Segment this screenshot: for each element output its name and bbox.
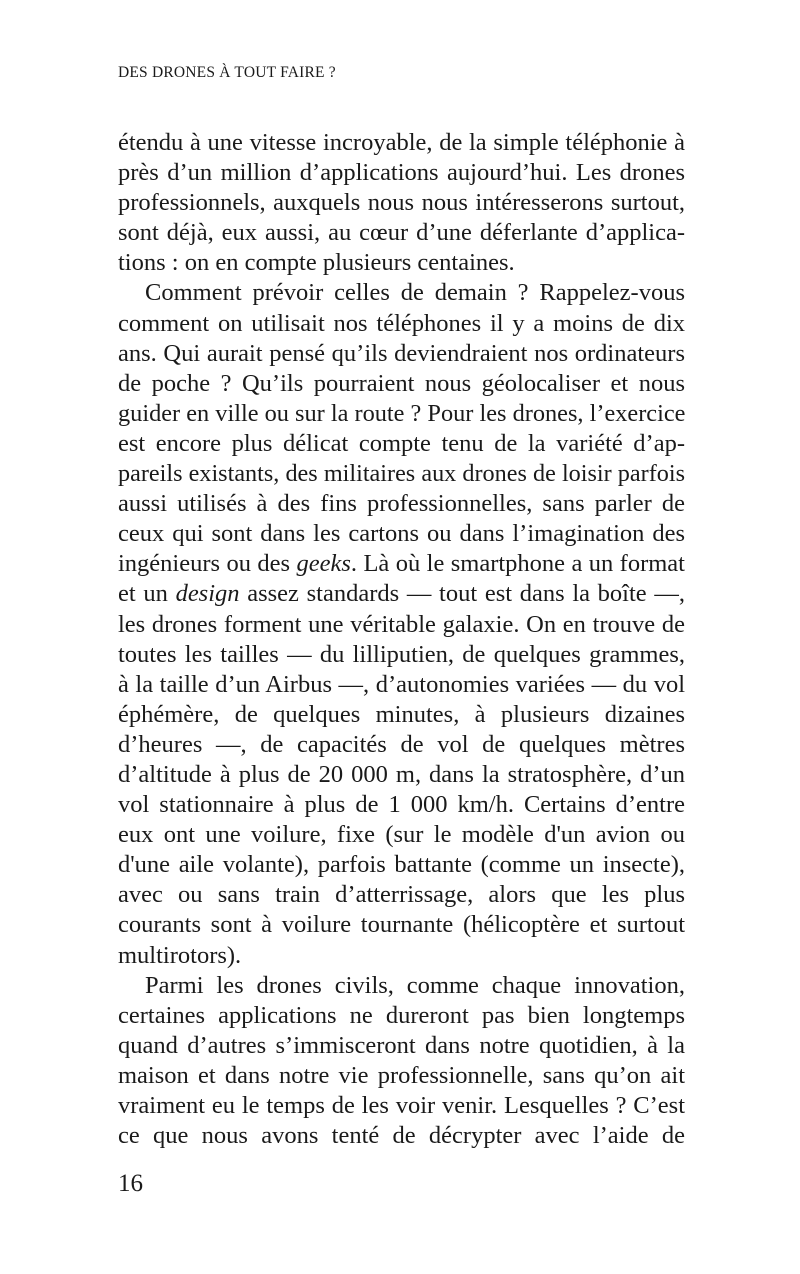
text-line bbox=[118, 489, 685, 519]
text-segment: professionnels, auxquels nous nous intéresserons surtout, bbox=[118, 189, 685, 217]
text-line bbox=[118, 790, 685, 820]
text-segment: toutes les tailles — du lilliputien, de quelques grammes, bbox=[118, 640, 685, 668]
text-line bbox=[118, 459, 685, 489]
text-segment: près d’un million d’applications aujourd’hui. Les drones bbox=[118, 159, 685, 187]
text-segment: vraiment eu le temps de les voir venir. Lesquelles ? C’est bbox=[118, 1092, 685, 1119]
text-line bbox=[118, 519, 685, 549]
text-segment: . Là où le smartphone a un format bbox=[350, 550, 685, 578]
text-line bbox=[118, 1121, 685, 1151]
paragraph bbox=[118, 971, 685, 1152]
text-line bbox=[118, 1091, 685, 1121]
text-line bbox=[118, 610, 685, 640]
page-number: 16 bbox=[118, 1170, 143, 1197]
text-segment: d’altitude à plus de 20 000 m, dans la stratosphère, d’un bbox=[118, 760, 685, 788]
text-line bbox=[118, 941, 685, 971]
text-segment: aussi utilisés à des fins professionnelles, sans parler de bbox=[118, 490, 685, 518]
paragraph bbox=[118, 128, 685, 278]
text-segment: courants sont à voilure tournante (hélicoptère et surtout bbox=[118, 911, 685, 939]
text-segment: assez standards — tout est dans la boîte —, bbox=[239, 580, 685, 608]
text-line bbox=[118, 158, 685, 188]
text-segment: eux ont une voilure, fixe (sur le modèle d'un avion ou bbox=[118, 821, 685, 849]
text-segment: multirotors). bbox=[118, 941, 242, 969]
text-segment: maison et dans notre vie professionnelle, sans qu’on ait bbox=[118, 1061, 685, 1089]
text-line bbox=[118, 1001, 685, 1031]
text-line bbox=[118, 880, 685, 910]
text-line bbox=[118, 820, 685, 850]
text-line bbox=[118, 369, 685, 399]
text-segment: ce que nous avons tenté de décrypter avec l’aide de bbox=[118, 1122, 685, 1150]
text-line bbox=[118, 309, 685, 339]
italic-term: design bbox=[175, 580, 240, 608]
text-line bbox=[118, 850, 685, 880]
text-segment: certaines applications ne dureront pas bien longtemps bbox=[118, 1001, 685, 1029]
body-text bbox=[118, 128, 685, 1151]
text-segment: Parmi les drones civils, comme chaque innovation, bbox=[145, 971, 685, 999]
text-line bbox=[118, 188, 685, 218]
text-line bbox=[118, 399, 685, 429]
text-segment: à la taille d’un Airbus —, d’autonomies variées — du vol bbox=[118, 670, 685, 698]
text-segment: guider en ville ou sur la route ? Pour les drones, l’exercice bbox=[118, 399, 686, 427]
text-segment: sont déjà, eux aussi, au cœur d’une déferlante d’applica- bbox=[118, 219, 685, 247]
text-segment: ceux qui sont dans les cartons ou dans l’imagination des bbox=[118, 520, 685, 548]
text-segment: d'une aile volante), parfois battante (comme un insecte), bbox=[118, 851, 685, 879]
text-line bbox=[118, 670, 685, 700]
text-segment: avec ou sans train d’atterrissage, alors que les plus bbox=[118, 881, 685, 909]
text-segment: éphémère, de quelques minutes, à plusieurs dizaines bbox=[118, 700, 685, 728]
text-line bbox=[118, 429, 685, 459]
text-segment: pareils existants, des militaires aux drones de loisir parfois bbox=[118, 460, 685, 488]
text-segment: est encore plus délicat compte tenu de la variété d’ap- bbox=[118, 429, 685, 457]
text-segment: de poche ? Qu’ils pourraient nous géolocaliser et nous bbox=[118, 369, 685, 397]
italic-term: geeks bbox=[296, 550, 351, 578]
text-segment: d’heures —, de capacités de vol de quelques mètres bbox=[118, 730, 685, 758]
paragraph bbox=[118, 278, 685, 970]
text-line bbox=[118, 760, 685, 790]
text-line bbox=[118, 339, 685, 369]
text-segment: ingénieurs ou des bbox=[118, 550, 297, 578]
text-line bbox=[118, 971, 685, 1001]
text-line bbox=[118, 579, 685, 609]
text-line bbox=[118, 278, 685, 308]
text-line bbox=[118, 128, 685, 158]
text-line bbox=[118, 1061, 685, 1091]
text-line bbox=[118, 700, 685, 730]
text-line bbox=[118, 248, 685, 278]
text-line bbox=[118, 640, 685, 670]
text-segment: vol stationnaire à plus de 1 000 km/h. Certains d’entre bbox=[118, 791, 685, 819]
running-head: DES DRONES À TOUT FAIRE ? bbox=[118, 64, 336, 81]
text-line bbox=[118, 1031, 685, 1061]
text-segment: tions : on en compte plusieurs centaines. bbox=[118, 249, 515, 277]
text-segment: et un bbox=[118, 580, 176, 608]
text-line bbox=[118, 730, 685, 760]
text-line bbox=[118, 218, 685, 248]
text-segment: quand d’autres s’immisceront dans notre quotidien, à la bbox=[118, 1031, 685, 1059]
text-segment: les drones forment une véritable galaxie. On en trouve de bbox=[118, 610, 685, 638]
text-line bbox=[118, 910, 685, 940]
text-segment: Comment prévoir celles de demain ? Rappelez-vous bbox=[145, 279, 685, 307]
text-segment: comment on utilisait nos téléphones il y a moins de dix bbox=[118, 309, 685, 337]
text-segment: ans. Qui aurait pensé qu’ils deviendraient nos ordinateurs bbox=[118, 339, 685, 367]
text-segment: étendu à une vitesse incroyable, de la simple téléphonie à bbox=[118, 129, 685, 156]
text-line bbox=[118, 549, 685, 579]
